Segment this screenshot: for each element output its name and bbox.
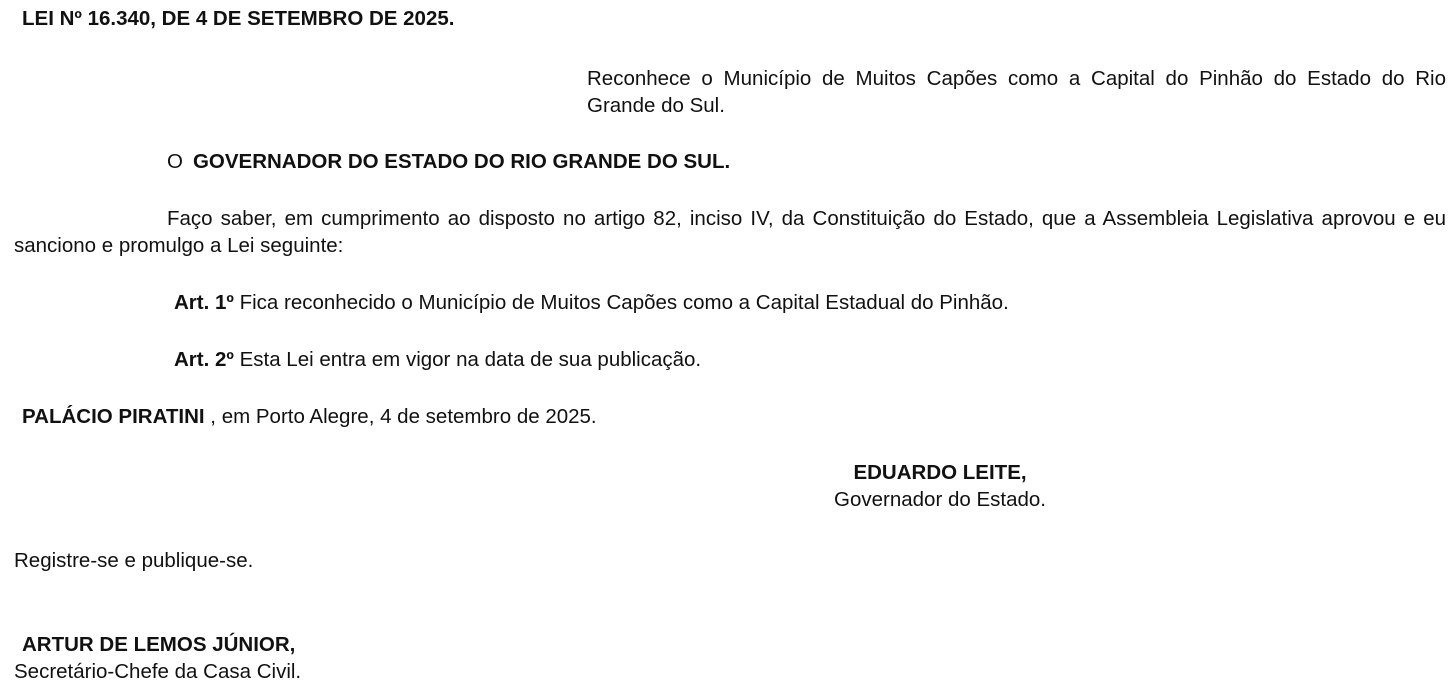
place-date-line (22, 403, 597, 430)
governor-role: Governador do Estado. (834, 488, 1046, 511)
secretary-role: Secretário-Chefe da Casa Civil. (14, 660, 302, 683)
governor-signature (740, 459, 1140, 513)
governor-heading-text: GOVERNADOR DO ESTADO DO RIO GRANDE DO SUL. (192, 150, 731, 173)
palace-name: PALÁCIO PIRATINI (22, 405, 205, 428)
secretary-signature (14, 631, 301, 685)
article-2-text: Esta Lei entra em vigor na data de sua publicação. (233, 348, 702, 371)
governor-heading-prefix: O (167, 150, 183, 173)
article-1 (174, 289, 1009, 316)
law-ementa: Reconhece o Município de Muitos Capões como a Capital do Pinhão do Estado do Rio Grande do Sul. (587, 67, 1446, 117)
article-1-text: Fica reconhecido o Município de Muitos Capões como a Capital Estadual do Pinhão. (233, 291, 1009, 314)
article-2 (174, 346, 701, 373)
registre-line: Registre-se e publique-se. (14, 549, 254, 572)
governor-heading (167, 148, 730, 175)
place-date-text: , em Porto Alegre, 4 de setembro de 2025. (204, 405, 597, 428)
law-title: LEI Nº 16.340, DE 4 DE SETEMBRO DE 2025. (22, 7, 455, 30)
governor-name: EDUARDO LEITE, (853, 461, 1027, 484)
article-2-label: Art. 2º (174, 348, 234, 371)
article-1-label: Art. 1º (174, 291, 234, 314)
secretary-name: ARTUR DE LEMOS JÚNIOR, (22, 633, 296, 656)
preamble-paragraph: Faço saber, em cumprimento ao disposto no artigo 82, inciso IV, da Constituição do Estado, que a Assembleia Legislativa aprovou e eu sanciono e promulgo a Lei seguinte: (14, 207, 1446, 257)
